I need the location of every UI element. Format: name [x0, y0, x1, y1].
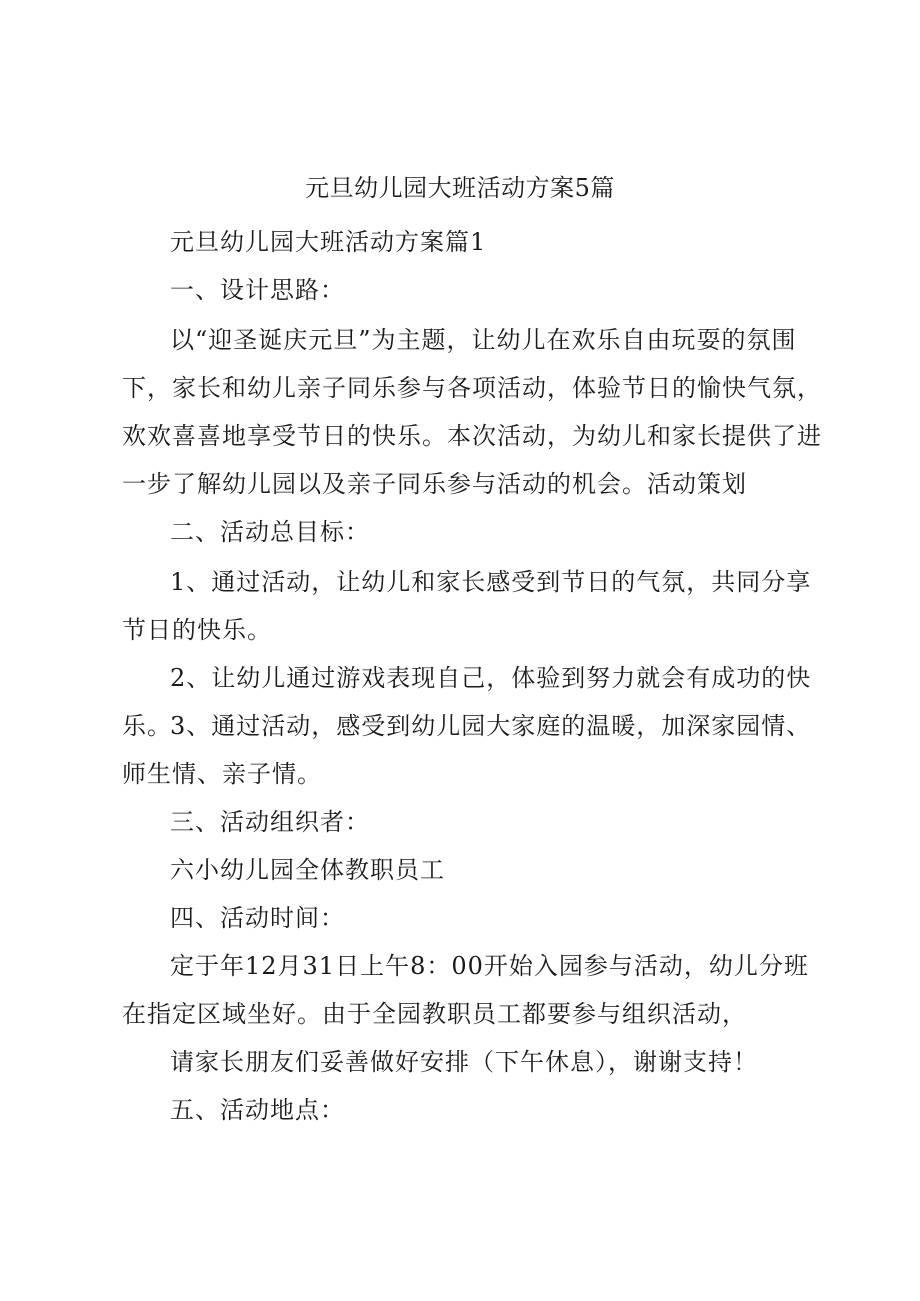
- place-heading: 五、活动地点：: [170, 1096, 345, 1124]
- goal-heading: 二、活动总目标：: [170, 518, 370, 546]
- organizer-paragraph: 六小幼儿园全体教职员工: [170, 856, 445, 884]
- document-title: 元旦幼儿园大班活动方案5篇: [305, 174, 615, 202]
- goal-item-2: 2、让幼儿通过游戏表现自己，体验到努力就会有成功的快乐。: [122, 664, 812, 740]
- time-note: 请家长朋友们妥善做好安排（下午休息），谢谢支持！: [170, 1048, 758, 1076]
- organizer-heading: 三、活动组织者：: [170, 808, 370, 836]
- goal-item-3: 3、通过活动，感受到幼儿园大家庭的温暖，加深家园情、师生情、亲子情。: [122, 712, 812, 788]
- time-heading: 四、活动时间：: [170, 904, 345, 932]
- document-subtitle: 元旦幼儿园大班活动方案篇1: [170, 228, 487, 256]
- goal-item-1: 1、通过活动，让幼儿和家长感受到节日的气氛，共同分享节日的快乐。: [122, 568, 812, 644]
- time-paragraph: 定于年12月31日上午8：00开始入园参与活动，幼儿分班在指定区域坐好。由于全园教职员工都要参与组织活动，: [122, 952, 809, 1028]
- design-heading: 一、设计思路：: [170, 276, 345, 304]
- design-paragraph: 以“迎圣诞庆元旦”为主题，让幼儿在欢乐自由玩耍的氛围下，家长和幼儿亲子同乐参与各项活动，体验节日的愉快气氛，欢欢喜喜地享受节日的快乐。本次活动，为幼儿和家长提供了进一步了解幼儿园以及亲子同乐参与活动的机会。活动策划: [122, 326, 822, 498]
